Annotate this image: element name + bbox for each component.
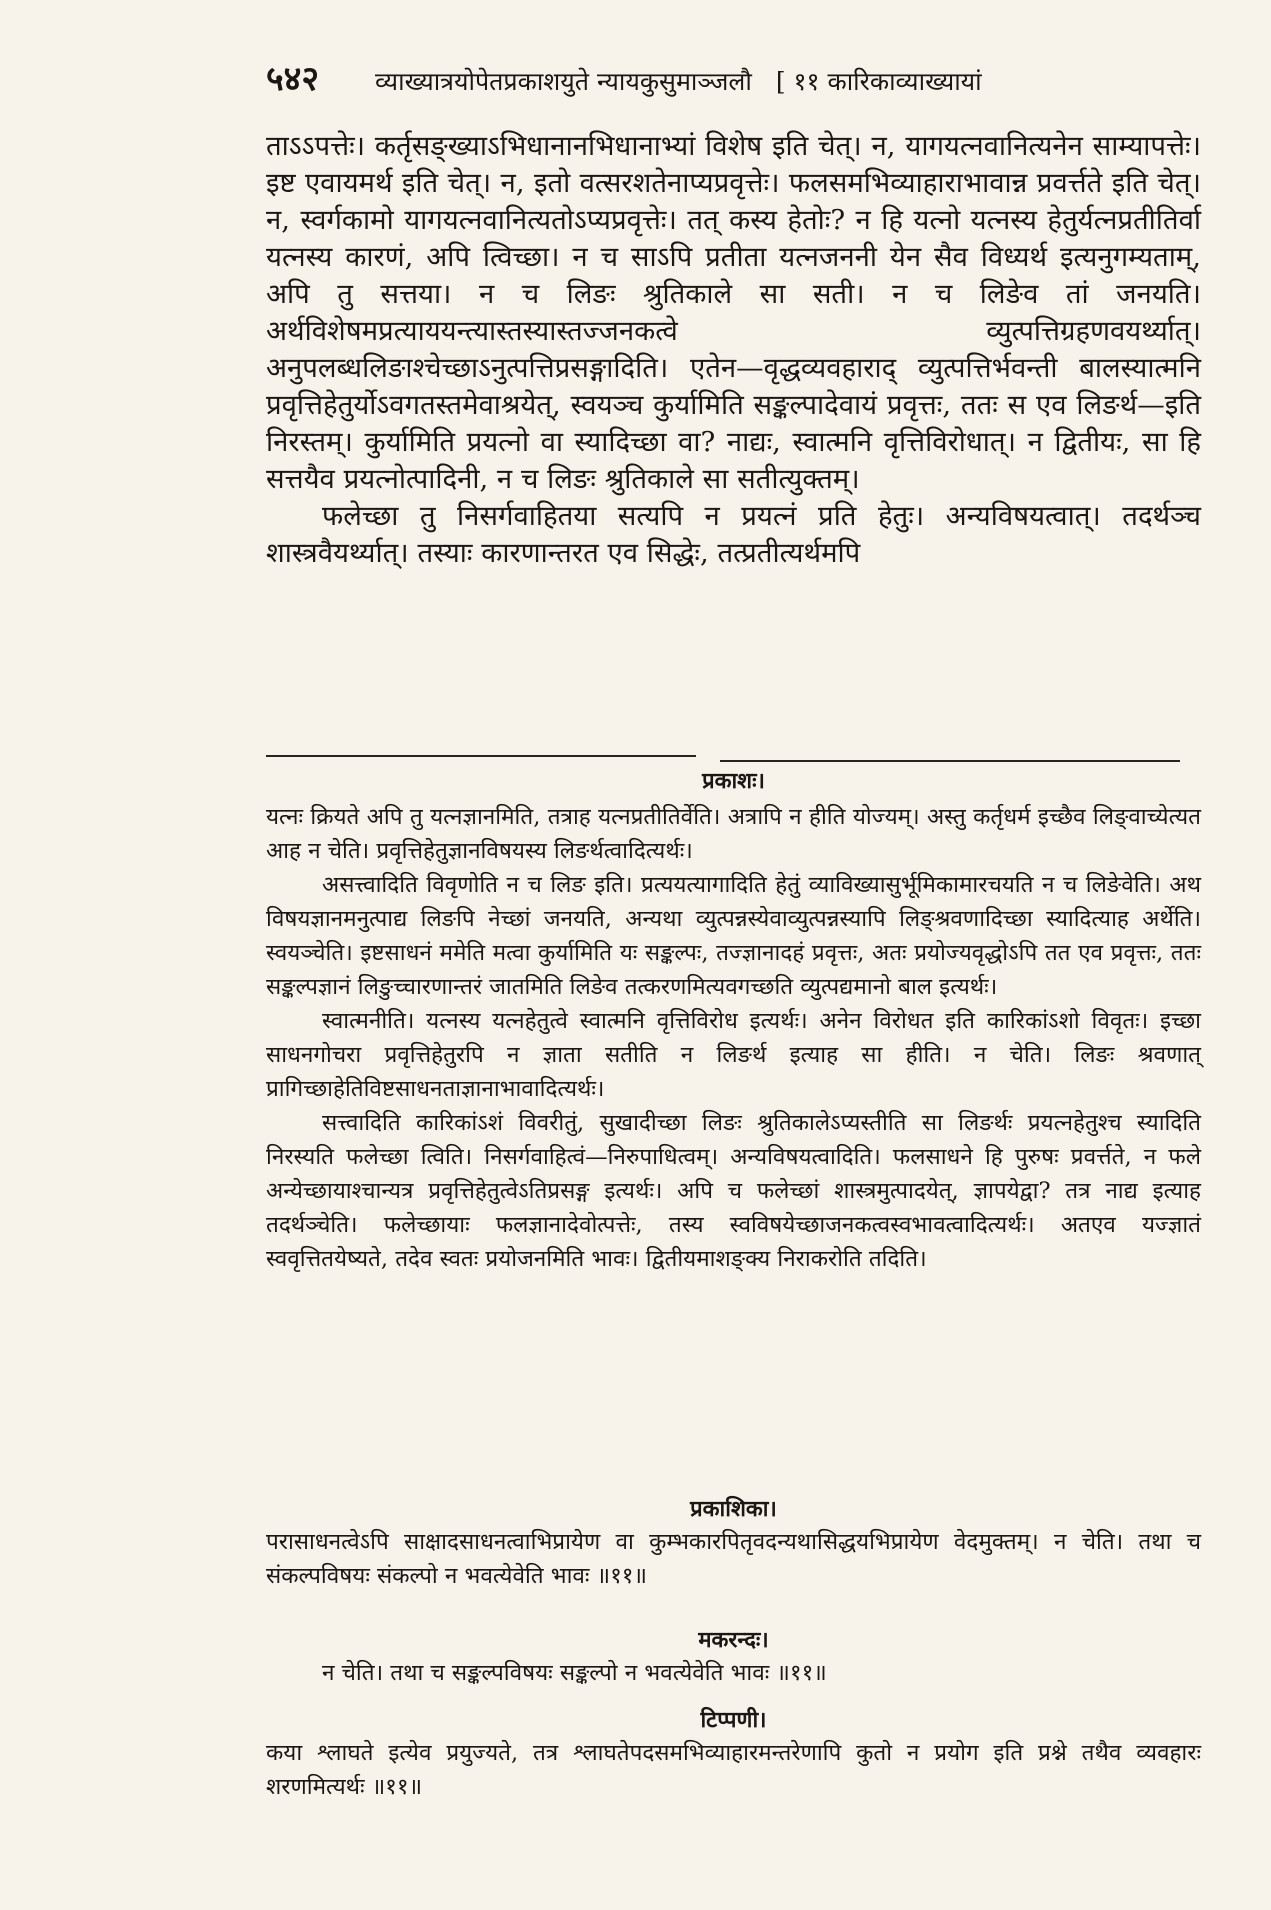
prakashika-commentary [266, 1525, 1201, 1593]
commentary-paragraph: न चेति। तथा च सङ्कल्पविषयः सङ्कल्पो न भवत्येवेति भावः ॥११॥ [322, 1660, 827, 1686]
section-reference: [ ११ कारिकाव्याख्यायां [775, 67, 982, 96]
main-paragraph: ताऽऽपत्तेः। कर्तृसङ्ख्याऽभिधानानभिधानाभ्यां विशेष इति चेत्। न, यागयत्नवानित्यनेन साम्यापत्तेः। इष्ट एवायमर्थ इति चेत्। न, इतो वत्सरशतेनाप्यप्रवृत्तेः। फलसमभिव्याहाराभावान्न प्रवर्त्तते इति चेत्। न, स्वर्गकामो यागयत्नवानित्यतोऽप्यप्रवृत्तेः। तत् कस्य हेतोः? न हि यत्नो यत्नस्य हेतुर्यत्नप्रतीतिर्वा यत्नस्य कारणं, अपि त्विच्छा। न च साऽपि प्रतीता यत्नजननी येन सैव विध्यर्थ इत्यनुगम्यताम्, अपि तु सत्तया। न च लिङः श्रुतिकाले सा सती। न च लिङेव तां जनयति। अर्थविशेषमप्रत्याययन्त्यास्तस्यास्तज्जनकत्वे व्युत्पत्तिग्रहणवयर्थ्यात्। अनुपलब्धलिङाश्चेच्छाऽनुत्पत्तिप्रसङ्गादिति। एतेन—वृद्धव्यवहाराद् व्युत्पत्तिर्भवन्ती बालस्यात्मनि प्रवृत्तिहेतुर्योऽवगतस्तमेवाश्रयेत्, स्वयञ्च कुर्यामिति सङ्कल्पादेवायं प्रवृत्तः, ततः स एव लिङर्थ—इति निरस्तम्। कुर्यामिति प्रयत्नो वा स्यादिच्छा वा? नाद्यः, स्वात्मनि वृत्तिविरोधात्। न द्वितीयः, सा हि सत्तयैव प्रयत्नोत्पादिनी, न च लिङः श्रुतिकाले सा सतीत्युक्तम्। [266, 130, 1201, 495]
commentary-paragraph: सत्त्वादिति कारिकांऽशं विवरीतुं, सुखादीच्छा लिङः श्रुतिकालेऽप्यस्तीति सा लिङर्थः प्रयत्नहेतुश्च स्यादिति निरस्यति फलेच्छा त्विति। निसर्गवाहित्वं—निरुपाधित्वम्। अन्यविषयत्वादिति। फलसाधने हि पुरुषः प्रवर्त्तते, न फले अन्येच्छायाश्चान्यत्र प्रवृत्तिहेतुत्वेऽतिप्रसङ्ग इत्यर्थः। अपि च फलेच्छां शास्त्रमुत्पादयेत्, ज्ञापयेद्वा? तत्र नाद्य इत्याह तदर्थञ्चेति। फलेच्छायाः फलज्ञानादेवोत्पत्तेः, तस्य स्वविषयेच्छाजनकत्वस्वभावत्वादित्यर्थः। अतएव यज्ज्ञातं स्ववृत्तितयेष्यते, तदेव स्वतः प्रयोजनमिति भावः। द्वितीयमाशङ्क्य निराकरोति तदिति। [266, 1110, 1201, 1272]
main-paragraph: फलेच्छा तु निसर्गवाहितया सत्यपि न प्रयत्नं प्रति हेतुः। अन्यविषयत्वात्। तदर्थञ्च शास्त्रवैयर्थ्यात्। तस्याः कारणान्तरत एव सिद्धेः, तत्प्रतीत्यर्थमपि [266, 500, 1201, 569]
makaranda-heading: मकरन्दः। [698, 1627, 769, 1653]
running-title: व्याख्यात्रयोपेतप्रकाशयुते न्यायकुसुमाञ्जलौ [375, 67, 752, 96]
prakasha-heading: प्रकाशः। [702, 768, 765, 794]
makaranda-commentary [266, 1656, 1201, 1690]
prakasha-commentary [266, 800, 1201, 1276]
commentary-paragraph: परासाधनत्वेऽपि साक्षादसाधनत्वाभिप्रायेण वा कुम्भकारपितृवदन्यथासिद्धयभिप्रायेण वेदमुक्तम्। न चेति। तथा च संकल्पविषयः संकल्पो न भवत्येवेति भावः ॥११॥ [266, 1529, 1201, 1589]
commentary-paragraph: यत्नः क्रियते अपि तु यत्नज्ञानमिति, तत्राह यत्नप्रतीतिर्वेति। अत्रापि न हीति योज्यम्। अस्तु कर्तृधर्म इच्छैव लिङ्वाच्येत्यत आह न चेति। प्रवृत्तिहेतुज्ञानविषयस्य लिङर्थत्वादित्यर्थः। [266, 804, 1201, 864]
page-header [266, 54, 1206, 110]
tippani-heading: टिप्पणी। [700, 1707, 767, 1733]
main-text-block [266, 128, 1201, 572]
commentary-paragraph: असत्त्वादिति विवृणोति न च लिङ इति। प्रत्ययत्यागादिति हेतुं व्याविख्यासुर्भूमिकामारचयति न च लिङेवेति। अथ विषयज्ञानमनुत्पाद्य लिङपि नेच्छां जनयति, अन्यथा व्युत्पन्नस्येवाव्युत्पन्नस्यापि लिङ्श्रवणादिच्छा स्यादित्याह अर्थेति। स्वयञ्चेति। इष्टसाधनं ममेति मत्वा कुर्यामिति यः सङ्कल्पः, तज्ज्ञानादहं प्रवृत्तः, अतः प्रयोज्यवृद्धोऽपि तत एव प्रवृत्तः, ततः सङ्कल्पज्ञानं लिङुच्चारणान्तरं जातमिति लिङेव तत्करणमित्यवगच्छति व्युत्पद्यमानो बाल इत्यर्थः। [266, 872, 1201, 1000]
commentary-paragraph: स्वात्मनीति। यत्नस्य यत्नहेतुत्वे स्वात्मनि वृत्तिविरोध इत्यर्थः। अनेन विरोधत इति कारिकांऽशो विवृतः। इच्छा साधनगोचरा प्रवृत्तिहेतुरपि न ज्ञाता सतीति न लिङर्थ इत्याह सा हीति। न चेति। लिङः श्रवणात् प्रागिच्छाहेतिविष्टसाधनताज्ञानाभावादित्यर्थः। [266, 1008, 1201, 1102]
divider-rule [266, 755, 696, 757]
commentary-paragraph: कया श्लाघते इत्येव प्रयुज्यते, तत्र श्लाघतेपदसमभिव्याहारमन्तरेणापि कुतो न प्रयोग इति प्रश्ने तथैव व्यवहारः शरणमित्यर्थः ॥११॥ [266, 1740, 1201, 1800]
page-number: ५४२ [266, 59, 320, 99]
tippani-commentary [266, 1736, 1201, 1804]
divider-rule [720, 760, 1180, 762]
prakashika-heading: प्रकाशिका। [690, 1496, 777, 1522]
